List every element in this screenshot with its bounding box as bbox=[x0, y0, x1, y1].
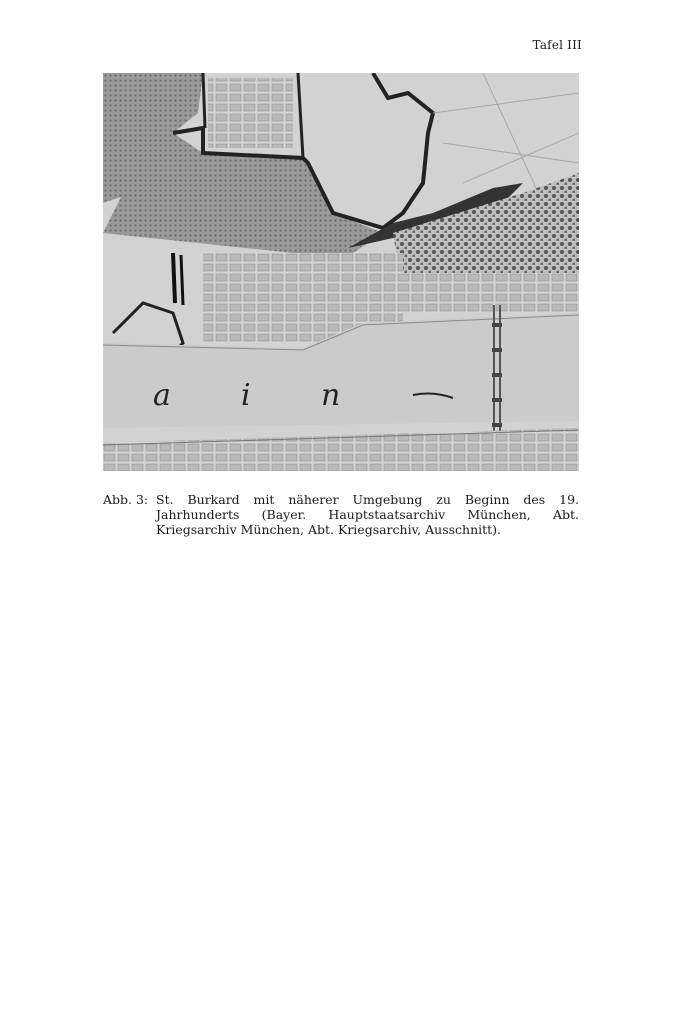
plate-header: Tafel III bbox=[532, 38, 582, 52]
figure-caption bbox=[103, 492, 579, 537]
caption-text: St. Burkard mit näherer Umgebung zu Beginn des 19. Jahrhunderts (Bayer. Hauptstaatsarchiv München, Abt. Kriegsarchiv München, Abt. Kriegsarchiv, Ausschnitt). bbox=[156, 492, 579, 537]
caption-label: Abb. 3: bbox=[103, 492, 149, 507]
map-river-letter: n bbox=[321, 378, 341, 413]
historical-map-image bbox=[103, 73, 579, 471]
historical-map-figure bbox=[103, 73, 579, 471]
map-river-letter: a bbox=[153, 378, 171, 413]
map-river-letter: i bbox=[241, 378, 251, 413]
